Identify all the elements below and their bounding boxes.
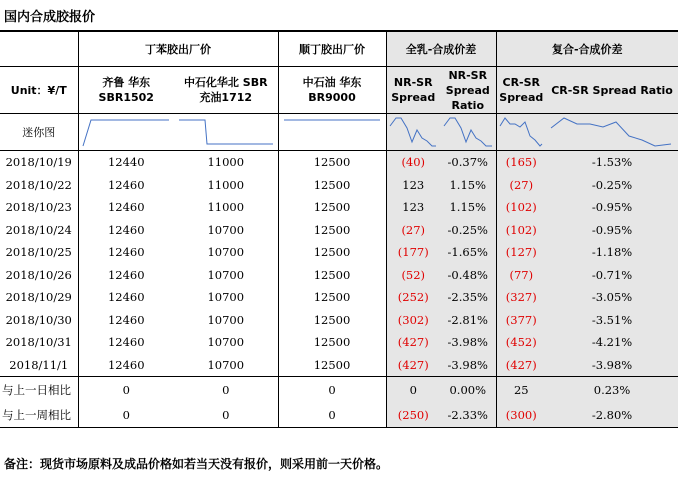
summary-rows xyxy=(0,377,678,428)
cell-nr-spread: (302) xyxy=(386,309,440,332)
sparkline-sbr1712 xyxy=(174,114,278,151)
col-sbr1712: 中石化华北 SBR 充油1712 xyxy=(174,67,278,114)
cell-nr-ratio: -2.35% xyxy=(440,286,496,309)
cell-br9000: 12500 xyxy=(278,264,386,287)
cell-nr-spread: (177) xyxy=(386,241,440,264)
cell-cr-spread: (102) xyxy=(496,219,546,242)
cell-sbr1502: 12460 xyxy=(107,222,145,237)
summary-nr-spread: (250) xyxy=(386,402,440,428)
cell-br9000: 12500 xyxy=(278,286,386,309)
col-sbr1502: 齐鲁 华东 SBR1502 xyxy=(98,76,154,104)
date-cell: 2018/10/19 xyxy=(0,151,78,174)
cell-cr-spread: (452) xyxy=(496,331,546,354)
cell-cr-spread: (165) xyxy=(496,151,546,174)
cell-cr-spread: (77) xyxy=(496,264,546,287)
cell-sbr1502: 12460 xyxy=(107,290,145,305)
cell-sbr1712: 10700 xyxy=(174,219,278,242)
cell-sbr1712: 10700 xyxy=(174,241,278,264)
date-cell: 2018/10/29 xyxy=(0,286,78,309)
date-cell: 2018/10/24 xyxy=(0,219,78,242)
summary-row xyxy=(0,377,678,403)
summary-label: 与上一周相比 xyxy=(0,402,78,428)
corner-cell xyxy=(0,31,78,67)
cell-sbr1502: 12460 xyxy=(107,267,145,282)
price-table xyxy=(0,30,678,428)
cell-cr-ratio: -0.71% xyxy=(546,264,678,287)
col-nr-spread: NR-SR Spread xyxy=(386,67,440,114)
cell-cr-ratio: -0.95% xyxy=(546,219,678,242)
group-br: 顺丁胶出厂价 xyxy=(278,31,386,67)
cell-sbr1712: 10700 xyxy=(174,286,278,309)
cell-cr-ratio: -0.95% xyxy=(546,196,678,219)
cell-cr-ratio: -1.53% xyxy=(546,151,678,174)
table-row xyxy=(0,264,678,287)
group-cr-spread: 复合-合成价差 xyxy=(496,31,678,67)
summary-row xyxy=(0,402,678,428)
cell-sbr1502: 12460 xyxy=(107,177,145,192)
summary-nr-ratio: 0.00% xyxy=(440,377,496,403)
cell-sbr1502: 12460 xyxy=(107,312,145,327)
date-cell: 2018/10/23 xyxy=(0,196,78,219)
summary-cr-ratio: 0.23% xyxy=(546,377,678,403)
date-cell: 2018/10/30 xyxy=(0,309,78,332)
summary-cr-ratio: -2.80% xyxy=(546,402,678,428)
date-cell: 2018/10/31 xyxy=(0,331,78,354)
cell-nr-spread: (52) xyxy=(386,264,440,287)
cell-nr-ratio: -0.37% xyxy=(440,151,496,174)
data-rows xyxy=(0,151,678,377)
date-cell: 2018/10/22 xyxy=(0,174,78,197)
col-cr-ratio: CR-SR Spread Ratio xyxy=(546,67,678,114)
unit-header: Unit：¥/T xyxy=(0,67,78,114)
cell-br9000: 12500 xyxy=(278,219,386,242)
cell-br9000: 12500 xyxy=(278,354,386,377)
summary-nr-ratio: -2.33% xyxy=(440,402,496,428)
cell-br9000: 12500 xyxy=(278,241,386,264)
cell-sbr1712: 10700 xyxy=(174,331,278,354)
col-nr-ratio: NR-SR Spread Ratio xyxy=(440,67,496,114)
cell-br9000: 12500 xyxy=(278,309,386,332)
cell-sbr1502: 12460 xyxy=(107,200,145,215)
cell-br9000: 12500 xyxy=(278,151,386,174)
table-row xyxy=(0,309,678,332)
cell-sbr1712: 10700 xyxy=(174,354,278,377)
cell-nr-spread: (252) xyxy=(386,286,440,309)
cell-nr-ratio: -3.98% xyxy=(440,331,496,354)
summary-sbr1502: 0 xyxy=(78,402,174,428)
cell-cr-spread: (102) xyxy=(496,196,546,219)
cell-nr-ratio: 1.15% xyxy=(440,196,496,219)
table-row xyxy=(0,241,678,264)
cell-br9000: 12500 xyxy=(278,174,386,197)
cell-sbr1712: 10700 xyxy=(174,264,278,287)
cell-cr-spread: (27) xyxy=(496,174,546,197)
table-row xyxy=(0,151,678,174)
cell-cr-ratio: -1.18% xyxy=(546,241,678,264)
summary-br9000: 0 xyxy=(278,377,386,403)
sparkline-sbr1502 xyxy=(78,114,174,151)
table-row xyxy=(0,219,678,242)
cell-br9000: 12500 xyxy=(278,196,386,219)
date-cell: 2018/10/26 xyxy=(0,264,78,287)
cell-sbr1502: 12460 xyxy=(107,357,145,372)
col-br9000: 中石油 华东 BR9000 xyxy=(278,67,386,114)
cell-cr-ratio: -0.25% xyxy=(546,174,678,197)
cell-cr-spread: (377) xyxy=(496,309,546,332)
sparkline-cr-spread xyxy=(496,114,546,151)
cell-nr-ratio: -3.98% xyxy=(440,354,496,377)
cell-sbr1712: 10700 xyxy=(174,309,278,332)
cell-nr-ratio: -2.81% xyxy=(440,309,496,332)
table-row xyxy=(0,286,678,309)
group-nr-spread: 全乳-合成价差 xyxy=(386,31,496,67)
table-row xyxy=(0,331,678,354)
table-row xyxy=(0,174,678,197)
sparkline-nr-spread xyxy=(386,114,440,151)
cell-nr-spread: (27) xyxy=(386,219,440,242)
cell-nr-ratio: -0.48% xyxy=(440,264,496,287)
table-row xyxy=(0,354,678,377)
cell-nr-spread: (427) xyxy=(386,331,440,354)
cell-sbr1712: 11000 xyxy=(174,174,278,197)
cell-sbr1502: 12460 xyxy=(107,335,145,350)
sparkline-br9000 xyxy=(278,114,386,151)
summary-sbr1502: 0 xyxy=(78,377,174,403)
cell-nr-spread: 123 xyxy=(386,196,440,219)
summary-cr-spread: (300) xyxy=(496,402,546,428)
summary-sbr1712: 0 xyxy=(174,402,278,428)
cell-sbr1502: 12460 xyxy=(107,245,145,260)
sparkline-label: 迷你图 xyxy=(0,114,78,151)
cell-nr-spread: (40) xyxy=(386,151,440,174)
cell-cr-spread: (327) xyxy=(496,286,546,309)
summary-sbr1712: 0 xyxy=(174,377,278,403)
summary-cr-spread: 25 xyxy=(496,377,546,403)
cell-cr-ratio: -3.98% xyxy=(546,354,678,377)
date-cell: 2018/10/25 xyxy=(0,241,78,264)
cell-nr-ratio: -0.25% xyxy=(440,219,496,242)
summary-label: 与上一日相比 xyxy=(0,377,78,403)
table-row xyxy=(0,196,678,219)
cell-nr-ratio: 1.15% xyxy=(440,174,496,197)
footnote: 备注：现货市场原料及成品价格如若当天没有报价，则采用前一天价格。 xyxy=(4,457,389,471)
cell-nr-spread: (427) xyxy=(386,354,440,377)
cell-br9000: 12500 xyxy=(278,331,386,354)
summary-br9000: 0 xyxy=(278,402,386,428)
cell-nr-ratio: -1.65% xyxy=(440,241,496,264)
cell-cr-spread: (127) xyxy=(496,241,546,264)
page-title: 国内合成胶报价 xyxy=(4,10,96,25)
cell-sbr1712: 11000 xyxy=(174,196,278,219)
cell-cr-spread: (427) xyxy=(496,354,546,377)
cell-sbr1502: 12440 xyxy=(107,155,145,170)
cell-cr-ratio: -3.51% xyxy=(546,309,678,332)
summary-nr-spread: 0 xyxy=(386,377,440,403)
cell-cr-ratio: -4.21% xyxy=(546,331,678,354)
group-sbr: 丁苯胶出厂价 xyxy=(78,31,278,67)
sparkline-cr-ratio xyxy=(546,114,678,151)
cell-nr-spread: 123 xyxy=(386,174,440,197)
cell-cr-ratio: -3.05% xyxy=(546,286,678,309)
col-cr-spread: CR-SR Spread xyxy=(496,67,546,114)
cell-sbr1712: 11000 xyxy=(174,151,278,174)
sparkline-nr-ratio xyxy=(440,114,496,151)
date-cell: 2018/11/1 xyxy=(0,354,78,377)
